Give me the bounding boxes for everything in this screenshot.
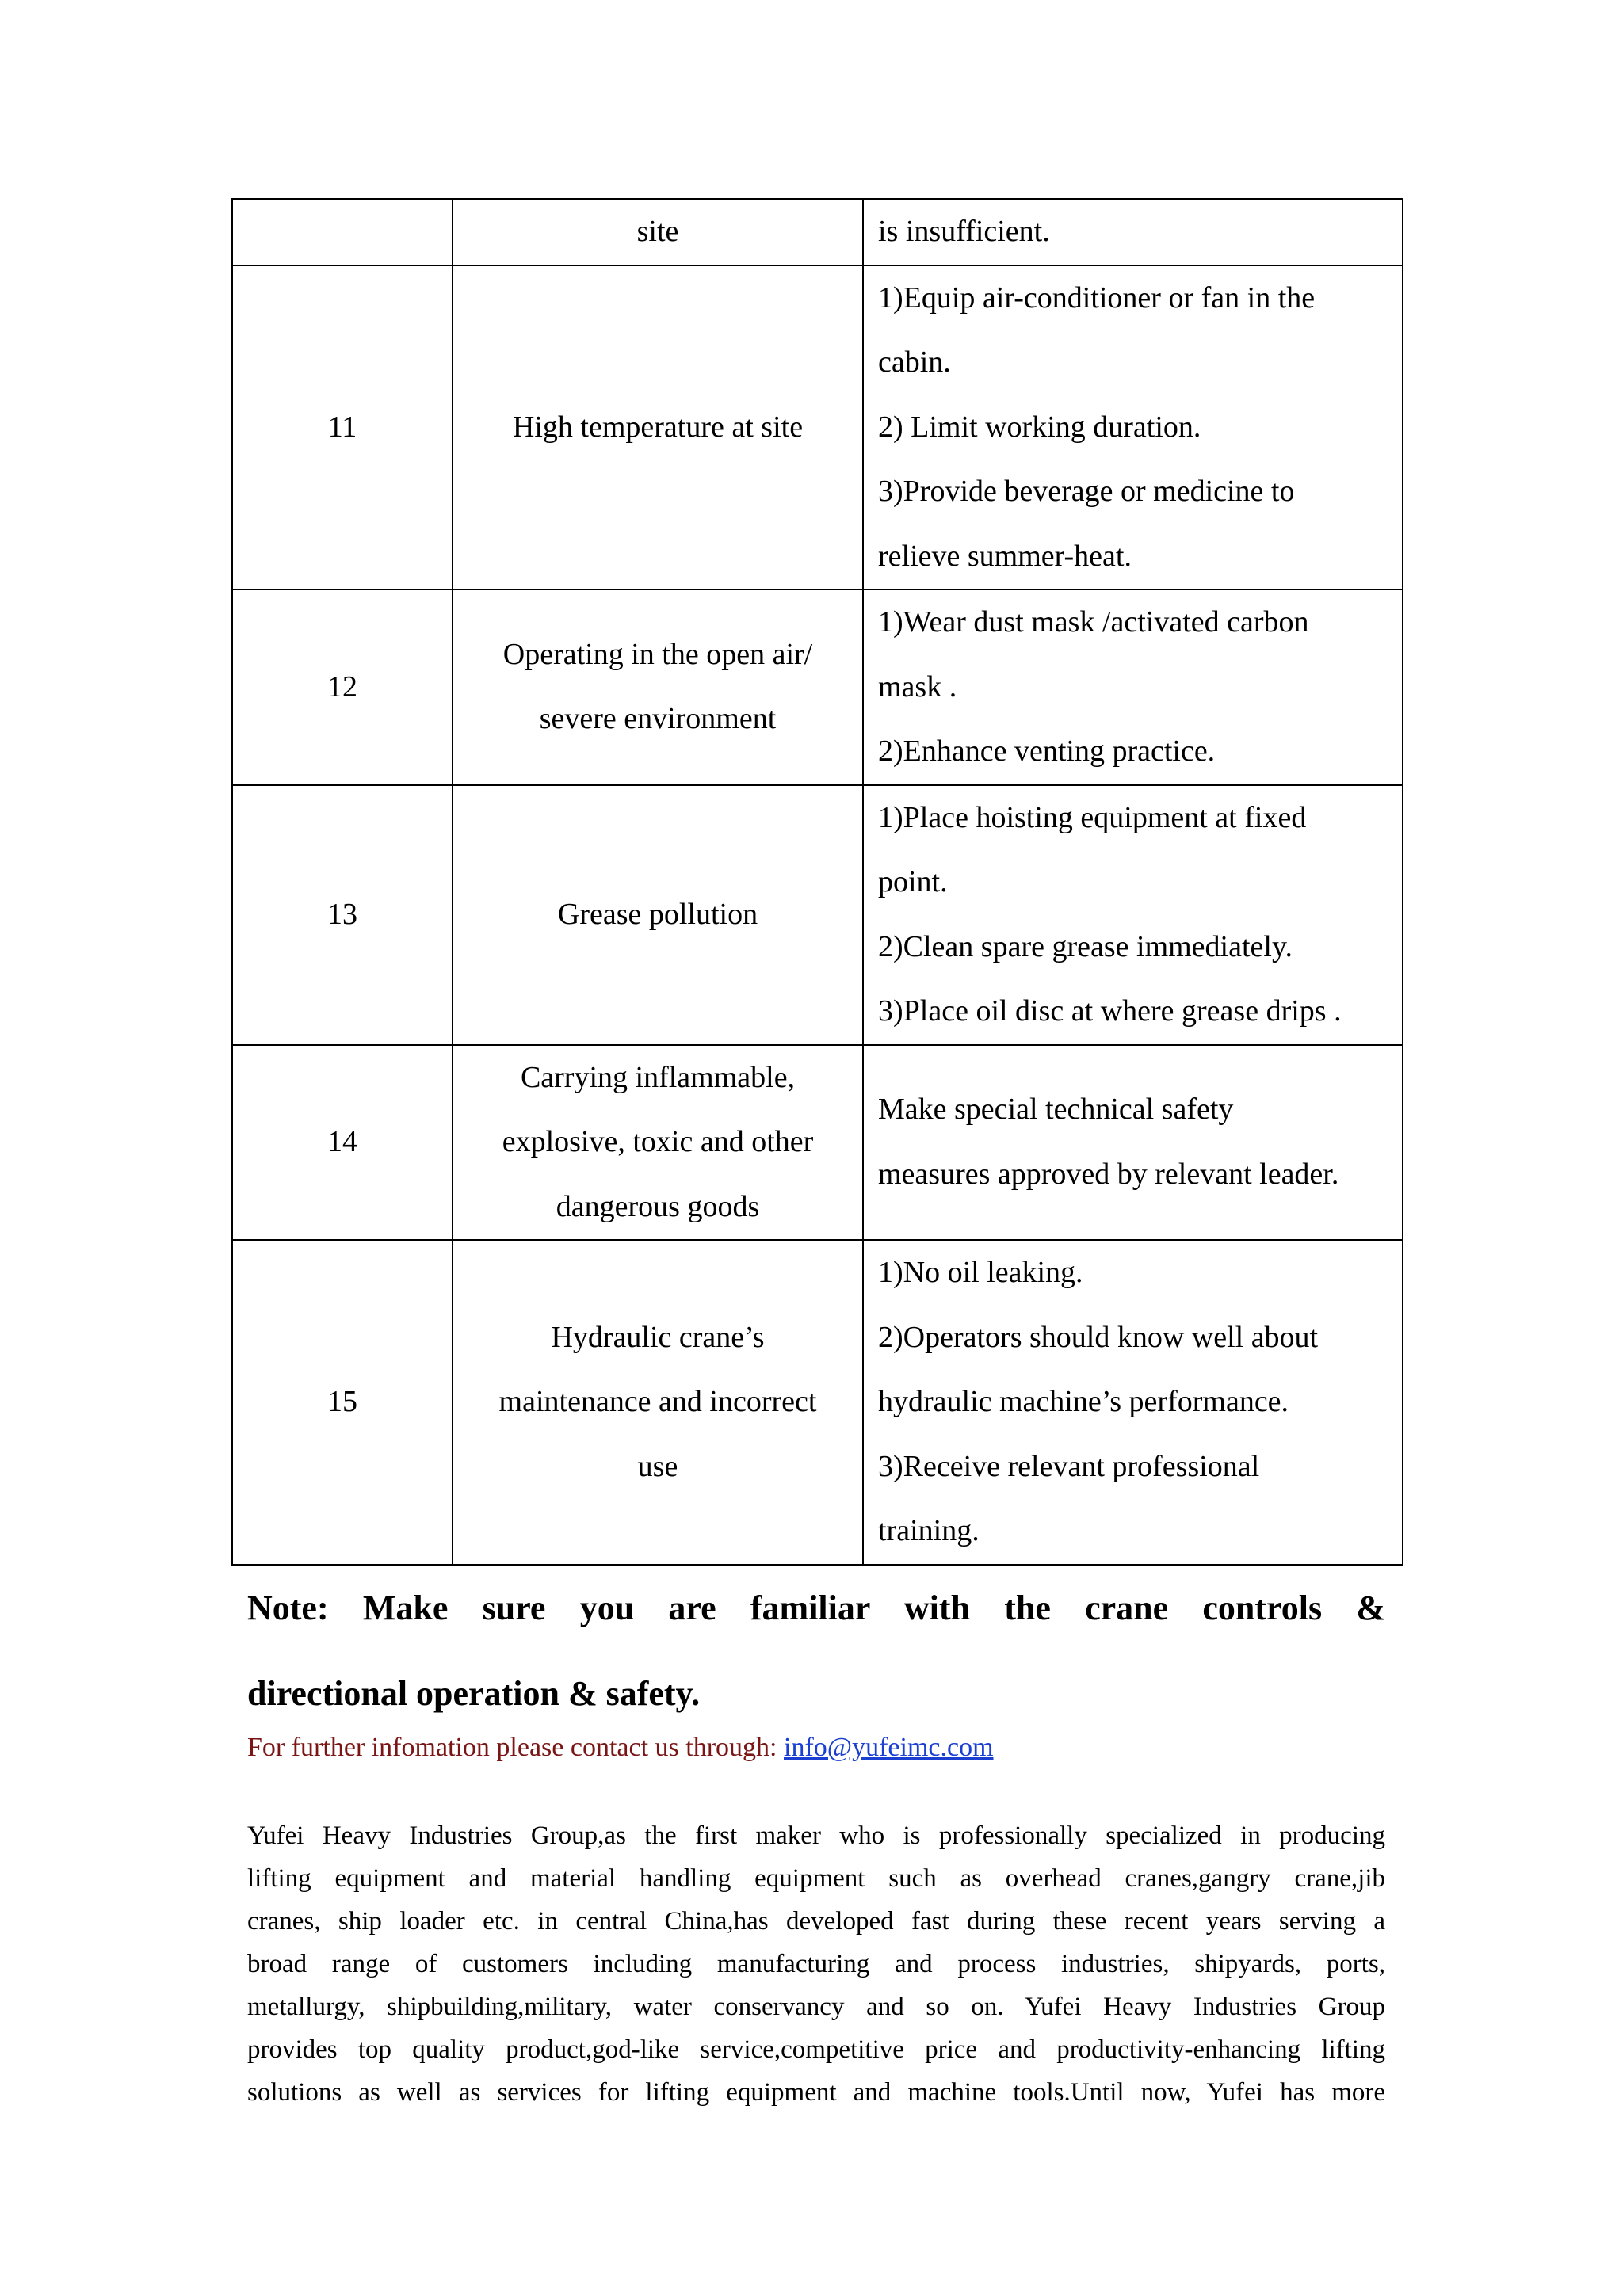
row-number: 13 xyxy=(327,897,357,931)
measure-text-line: 3)Receive relevant professional xyxy=(878,1449,1260,1483)
measure-text-line: Make special technical safety xyxy=(878,1093,1234,1127)
hazard-cell xyxy=(453,785,863,1045)
table-row xyxy=(232,1240,1403,1565)
contact-line xyxy=(247,1731,994,1764)
measures-cell xyxy=(863,265,1403,590)
row-number-cell xyxy=(232,785,453,1045)
measure-text-line: 2)Enhance venting practice. xyxy=(878,734,1216,768)
measure-text-line: cabin. xyxy=(878,345,951,379)
table-row xyxy=(232,199,1403,265)
row-number: 12 xyxy=(327,669,357,704)
measure-text-line: mask . xyxy=(878,669,957,704)
row-number-cell xyxy=(232,1240,453,1565)
measure-text-line: measures approved by relevant leader. xyxy=(878,1157,1339,1191)
hazard-text-line: severe environment xyxy=(539,702,777,736)
measure-text-line: relieve summer-heat. xyxy=(878,539,1132,573)
row-number: 15 xyxy=(327,1385,357,1418)
measure-text-line: 1)Place hoisting equipment at fixed xyxy=(878,800,1307,834)
contact-text: For further infomation please contact us through: xyxy=(247,1733,784,1762)
measure-text-line: 1)No oil leaking. xyxy=(878,1256,1083,1289)
hazard-text-line: High temperature at site xyxy=(512,410,804,444)
measure-text-line: 3)Place oil disc at where grease drips . xyxy=(878,994,1342,1028)
about-line: broad range of customers including manufacturing and process industries, shipyards, ports, xyxy=(247,1950,1385,1978)
hazard-text-line: Operating in the open air/ xyxy=(502,637,813,671)
note-line-1: Note: Make sure you are familiar with the crane controls & xyxy=(247,1589,1385,1627)
measures-cell xyxy=(863,199,1403,265)
measure-text-line: training. xyxy=(878,1514,980,1547)
hazard-text-line: maintenance and incorrect xyxy=(498,1385,817,1418)
hazard-cell xyxy=(453,1045,863,1241)
hazard-text-line: use xyxy=(637,1449,678,1483)
about-line: cranes, ship loader etc. in central China,has developed fast during these recent years serving a xyxy=(247,1907,1385,1936)
about-line: metallurgy, shipbuilding,military, water conservancy and so on. Yufei Heavy Industries Group xyxy=(247,1993,1385,2021)
row-number-cell xyxy=(232,265,453,590)
measures-cell xyxy=(863,785,1403,1045)
row-number-cell xyxy=(232,589,453,785)
hazard-text-line: site xyxy=(636,215,679,248)
safety-note xyxy=(247,1566,1385,1737)
row-number-cell xyxy=(232,1045,453,1241)
note-line-2: directional operation & safety. xyxy=(247,1674,701,1713)
measure-text-line: 2)Clean spare grease immediately. xyxy=(878,929,1293,963)
hazard-cell xyxy=(453,199,863,265)
measure-text-line: is insufficient. xyxy=(878,215,1050,248)
hazard-text-line: Grease pollution xyxy=(557,897,758,931)
measure-text-line: 2) Limit working duration. xyxy=(878,410,1201,444)
measure-text-line: 1)Equip air-conditioner or fan in the xyxy=(878,280,1316,315)
company-description xyxy=(247,1814,1385,2114)
hazard-cell xyxy=(453,265,863,590)
hazard-cell xyxy=(453,589,863,785)
table-row xyxy=(232,589,1403,785)
hazard-text-line: Carrying inflammable, xyxy=(520,1060,796,1094)
hazard-measures-table xyxy=(231,198,1403,1566)
measure-text-line: 1)Wear dust mask /activated carbon xyxy=(878,605,1309,639)
about-line: provides top quality product,god-like service,competitive price and productivity-enhancing lifting xyxy=(247,2035,1385,2064)
measure-text-line: 2)Operators should know well about xyxy=(878,1320,1319,1354)
row-number-cell xyxy=(232,199,453,265)
measure-text-line: 3)Provide beverage or medicine to xyxy=(878,475,1295,508)
about-line: solutions as well as services for lifting equipment and machine tools.Until now, Yufei has more xyxy=(247,2078,1385,2107)
table-body xyxy=(232,199,1403,1565)
measures-cell xyxy=(863,1045,1403,1241)
table-row xyxy=(232,1045,1403,1241)
row-number: 11 xyxy=(327,410,357,444)
table-row xyxy=(232,265,1403,590)
measures-cell xyxy=(863,1240,1403,1565)
hazard-text-line: dangerous goods xyxy=(556,1189,760,1223)
hazard-text-line: explosive, toxic and other xyxy=(502,1125,814,1158)
hazard-text-line: Hydraulic crane’s xyxy=(551,1320,765,1354)
about-line: lifting equipment and material handling equipment such as overhead cranes,gangry crane,jib xyxy=(247,1864,1385,1893)
measures-cell xyxy=(863,589,1403,785)
row-number: 14 xyxy=(327,1125,357,1158)
measure-text-line: hydraulic machine’s performance. xyxy=(878,1385,1289,1418)
about-line: Yufei Heavy Industries Group,as the first maker who is professionally specialized in producing xyxy=(247,1821,1385,1850)
email-link[interactable]: info@yufeimc.com xyxy=(784,1733,994,1762)
table-row xyxy=(232,785,1403,1045)
measure-text-line: point. xyxy=(878,865,948,898)
hazard-cell xyxy=(453,1240,863,1565)
